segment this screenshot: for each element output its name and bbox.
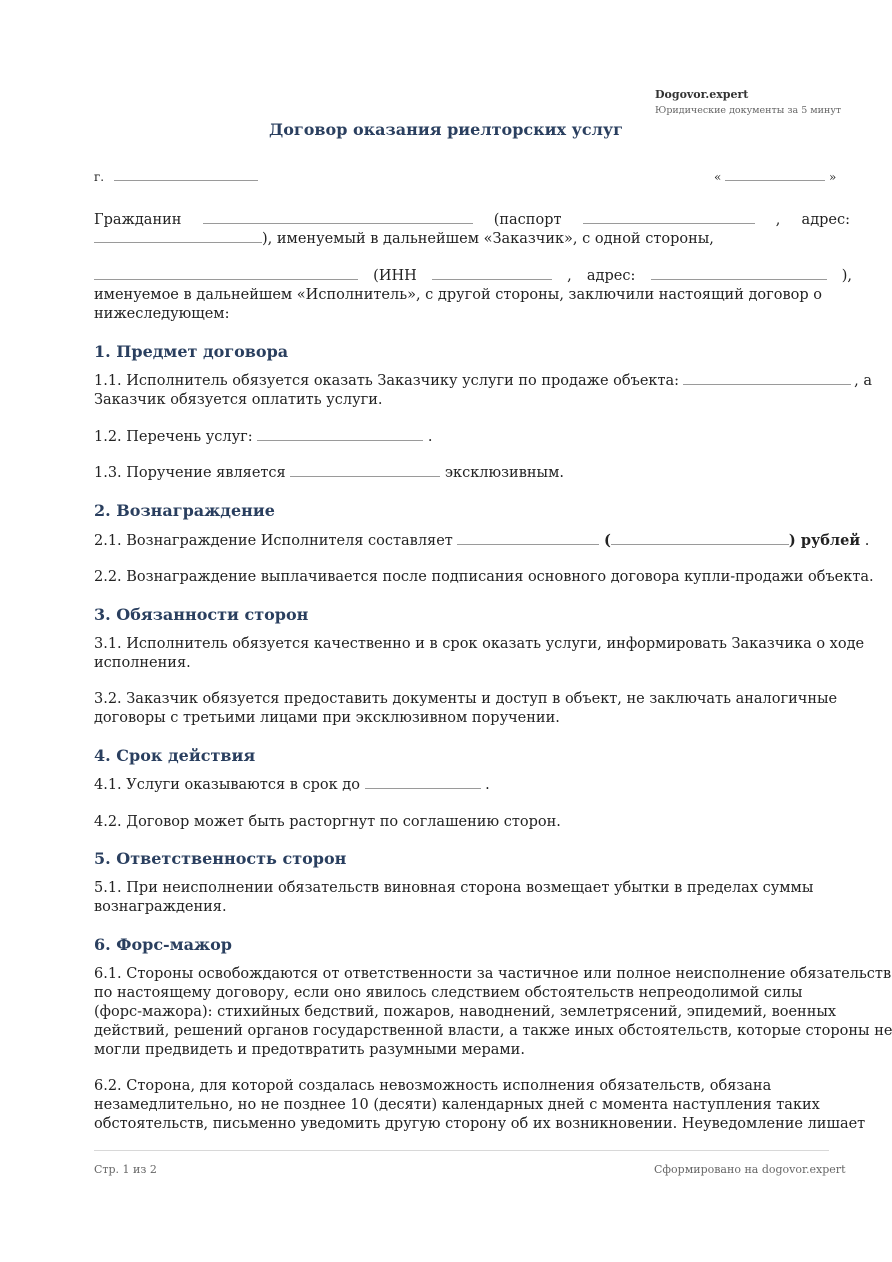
term-date-field[interactable] bbox=[365, 776, 481, 789]
clause-1-1-text: 1.1. Исполнитель обязуется оказать Заказчику услуги по продаже объекта: bbox=[94, 373, 680, 389]
clause-5-1-line-1: 5.1. При неисполнении обязательств виновная сторона возмещает убытки в пределах суммы bbox=[94, 880, 814, 896]
clause-1-3 bbox=[94, 464, 564, 483]
clause-4-1-text: 4.1. Услуги оказываются в срок до bbox=[94, 777, 360, 793]
clause-3-2-line-2: договоры с третьими лицами при эксклюзивном поручении. bbox=[94, 710, 560, 726]
clause-1-1-end: , а bbox=[854, 373, 872, 389]
clause-1-1-line-2: Заказчик обязуется оплатить услуги. bbox=[94, 392, 383, 408]
brand-name: Dogovor.expert bbox=[655, 88, 749, 101]
customer-line-2 bbox=[94, 230, 714, 249]
clause-6-1-line-4: действий, решений органов государственной власти, а также иных обстоятельств, которые стороны не bbox=[94, 1023, 892, 1039]
section-6-heading: 6. Форс-мажор bbox=[94, 935, 232, 954]
comma: , bbox=[775, 212, 781, 228]
clause-4-1-end: . bbox=[485, 777, 490, 793]
address-word-2: адрес: bbox=[586, 268, 636, 284]
clause-3-2-line-1: 3.2. Заказчик обязуется предоставить документы и доступ в объект, не заключать аналогичные bbox=[94, 691, 838, 707]
clause-1-1-line-1 bbox=[94, 372, 872, 391]
close-paren: ), bbox=[841, 268, 852, 284]
services-field[interactable] bbox=[257, 428, 423, 441]
quote-close: » bbox=[829, 170, 837, 184]
customer-tail: ), именуемый в дальнейшем «Заказчик», с одной стороны, bbox=[262, 231, 714, 247]
clause-3-1-line-2: исполнения. bbox=[94, 655, 191, 671]
executor-line-2: именуемое в дальнейшем «Исполнитель», с другой стороны, заключили настоящий договор о bbox=[94, 287, 822, 303]
page-number: Стр. 1 из 2 bbox=[94, 1163, 157, 1176]
customer-name-field[interactable] bbox=[203, 211, 473, 224]
clause-2-1 bbox=[94, 531, 869, 551]
section-3-heading: 3. Обязанности сторон bbox=[94, 605, 309, 624]
clause-2-1-text: 2.1. Вознаграждение Исполнителя составляет bbox=[94, 533, 453, 549]
assignment-type-field[interactable] bbox=[290, 464, 440, 477]
brand-block bbox=[655, 88, 841, 118]
executor-name-field[interactable] bbox=[94, 267, 358, 280]
passport-field[interactable] bbox=[583, 211, 755, 224]
clause-5-1-line-2: вознаграждения. bbox=[94, 899, 227, 915]
clause-1-3-text: 1.3. Поручение является bbox=[94, 465, 286, 481]
clause-1-2 bbox=[94, 428, 432, 447]
clause-6-1-line-3: (форс-мажора): стихийных бедствий, пожаров, наводнений, землетрясений, эпидемий, военных bbox=[94, 1004, 837, 1020]
inn-field[interactable] bbox=[432, 267, 552, 280]
section-1-heading: 1. Предмет договора bbox=[94, 342, 289, 361]
clause-6-1-line-5: могли предвидеть и предотвратить разумными мерами. bbox=[94, 1042, 525, 1058]
section-5-heading: 5. Ответственность сторон bbox=[94, 849, 347, 868]
fee-open-paren: ( bbox=[604, 532, 611, 549]
clause-4-1 bbox=[94, 776, 490, 795]
city-line bbox=[94, 168, 258, 187]
comma-2: , bbox=[567, 268, 572, 284]
date-field[interactable] bbox=[725, 168, 825, 181]
clause-4-2: 4.2. Договор может быть расторгнут по соглашению сторон. bbox=[94, 814, 561, 830]
fee-words-field[interactable] bbox=[611, 532, 789, 545]
clause-1-2-text: 1.2. Перечень услуг: bbox=[94, 429, 253, 445]
clause-1-2-end: . bbox=[427, 429, 433, 445]
executor-line-3: нижеследующем: bbox=[94, 306, 230, 322]
customer-line-1 bbox=[94, 211, 850, 230]
generated-note: Сформировано на dogovor.expert bbox=[654, 1163, 846, 1176]
clause-3-1-line-1: 3.1. Исполнитель обязуется качественно и в срок оказать услуги, информировать Заказчика о ходе bbox=[94, 636, 865, 652]
fee-amount-field[interactable] bbox=[457, 532, 599, 545]
fee-rubles: ) рублей bbox=[788, 532, 861, 549]
quote-open: « bbox=[714, 170, 722, 184]
object-field[interactable] bbox=[683, 372, 851, 385]
clause-1-3-end: эксклюзивным. bbox=[444, 465, 564, 481]
clause-6-2-line-2: незамедлительно, но не позднее 10 (десяти) календарных дней с момента наступления таких bbox=[94, 1097, 820, 1113]
clause-2-1-end: . bbox=[864, 533, 870, 549]
document-title: Договор оказания риелторских услуг bbox=[269, 120, 623, 139]
citizen-word: Гражданин bbox=[94, 212, 182, 228]
executor-address-field[interactable] bbox=[651, 267, 827, 280]
clause-6-2-line-1: 6.2. Сторона, для которой создалась невозможность исполнения обязательств, обязана bbox=[94, 1078, 772, 1094]
clause-2-2: 2.2. Вознаграждение выплачивается после подписания основного договора купли-продажи объекта. bbox=[94, 569, 874, 585]
city-field[interactable] bbox=[114, 168, 258, 181]
clause-6-1-line-1: 6.1. Стороны освобождаются от ответственности за частичное или полное неисполнение обязательств bbox=[94, 966, 892, 982]
customer-address-field[interactable] bbox=[94, 230, 262, 243]
inn-word: (ИНН bbox=[373, 268, 417, 284]
address-word: адрес: bbox=[801, 212, 850, 228]
footer-divider bbox=[94, 1150, 829, 1151]
executor-line-1 bbox=[94, 267, 852, 286]
clause-6-1-line-2: по настоящему договору, если оно явилось следствием обстоятельств непреодолимой силы bbox=[94, 985, 803, 1001]
section-2-heading: 2. Вознаграждение bbox=[94, 501, 275, 520]
clause-6-2-line-3: обстоятельств, письменно уведомить другую сторону об их возникновении. Неуведомление лишает bbox=[94, 1116, 866, 1132]
brand-tagline: Юридические документы за 5 минут bbox=[655, 105, 842, 116]
section-4-heading: 4. Срок действия bbox=[94, 746, 256, 765]
city-prefix: г. bbox=[94, 170, 105, 184]
passport-word: (паспорт bbox=[493, 212, 562, 228]
date-line bbox=[714, 168, 836, 187]
